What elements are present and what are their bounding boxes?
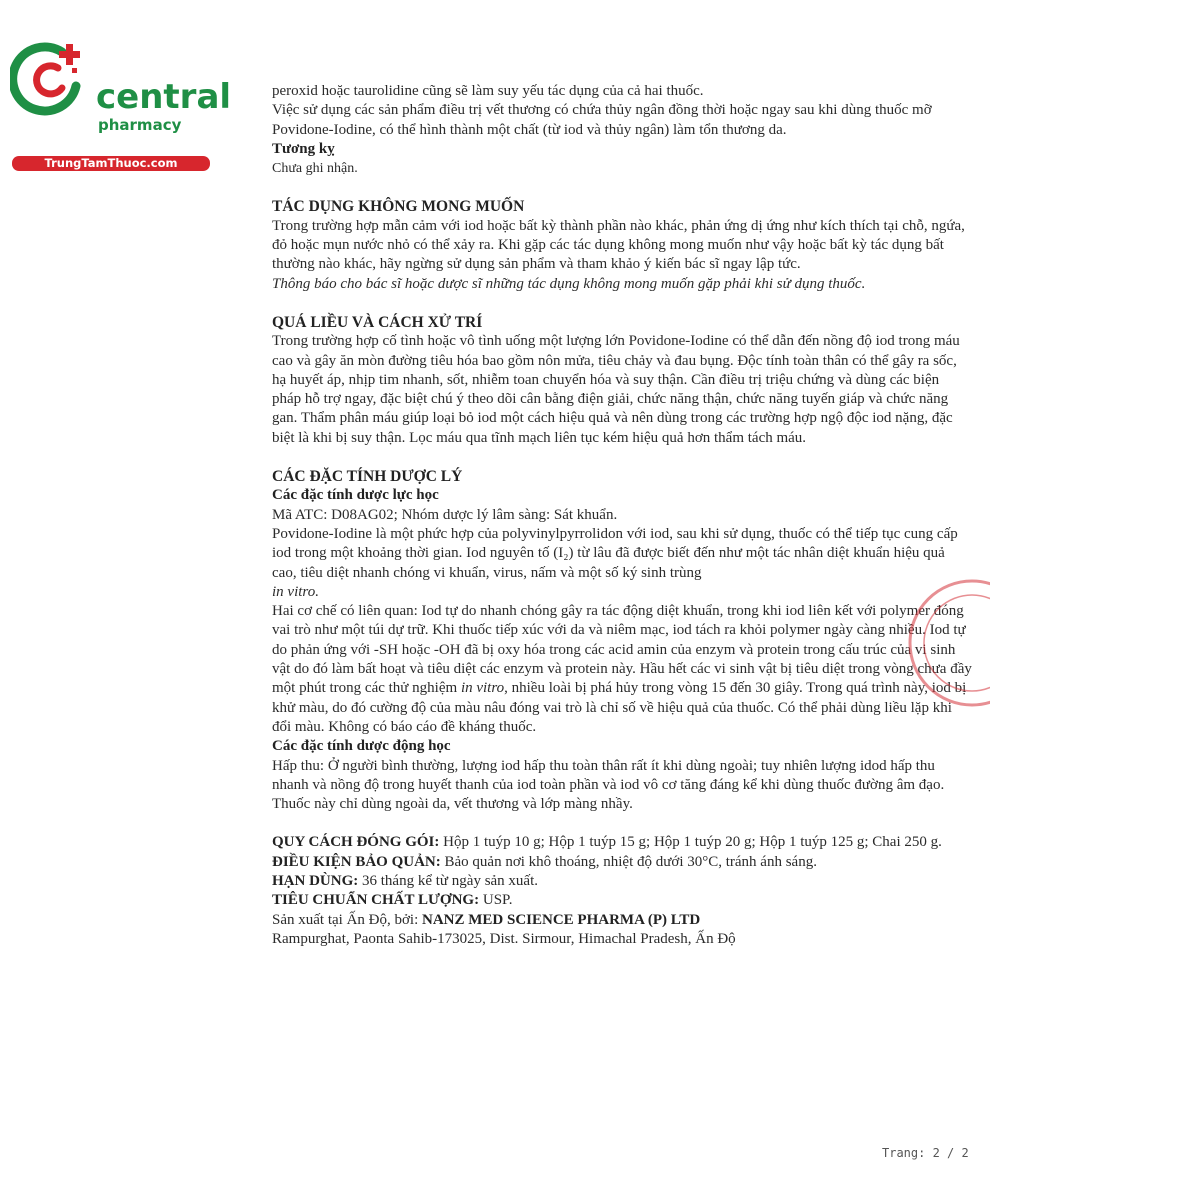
logo-mark-icon (10, 38, 90, 118)
packaging-line (272, 833, 972, 852)
paragraph: peroxid hoặc taurolidine cũng sẽ làm suy yếu tác dụng của cả hai thuốc. (272, 83, 704, 99)
adverse-effects-text: Trong trường hợp mẫn cảm với iod hoặc bất kỳ thành phần nào khác, phản ứng dị ứng như kích thích tại chỗ, ngứa, đỏ hoặc mụn nước nhỏ có thể xảy ra. Khi gặp các tác dụng không mong muốn như vậy hoặc bất kỳ tác dụng bất thường nào khác, hãy ngừng sử dụng sản phẩm và tham khảo ý kiến bác sĩ ngay lập tức. (272, 217, 965, 273)
pharmacodynamics-paragraph (272, 525, 972, 602)
atc-code: Mã ATC: D08AG02; Nhóm dược lý lâm sàng: Sát khuẩn. (272, 506, 618, 523)
overdose-heading: QUÁ LIỀU VÀ CÁCH XỬ TRÍ (272, 313, 483, 331)
pharmacodynamics-heading: Các đặc tính dược lực học (272, 487, 439, 504)
in-vitro-text: in vitro. (272, 583, 319, 600)
manufacturer-prefix: Sản xuất tại Ấn Độ, bởi: (272, 911, 422, 928)
brand-name: central (96, 77, 232, 117)
adverse-effects-heading: TÁC DỤNG KHÔNG MONG MUỐN (272, 198, 525, 216)
pharmacokinetics-text: Hấp thu: Ở người bình thường, lượng iod hấp thu toàn thân rất ít khi dùng ngoài; tuy nhiên lượng idod hấp thu nhanh và nồng độ trong huyết thanh của iod toàn phần và iod vô cơ tăng đáng kể khi dùng thuốc đường âm đạo. Thuốc này chỉ dùng ngoài da, vết thương và lớp màng nhầy. (272, 757, 945, 813)
storage-line (272, 853, 972, 872)
text-run: Hai cơ chế có liên quan: Iod tự do nhanh chóng gây ra tác động diệt khuẩn, trong khi iod liên kết với polymer đóng vai trò như một túi dự trữ. Khi thuốc tiếp xúc với da và niêm mạc, iod tách ra khỏi polymer ngày càng nhiều. Iod tự do phản ứng với -SH hoặc -OH đã bị oxy hóa trong các acid amin của enzym và protein trong cấu trúc của vi sinh vật do đó làm bất hoạt và tiêu diệt các enzym và protein này. Hầu hết các vi sinh vật bị tiêu diệt trong vòng chưa đầy một phút trong các thử nghiệm (272, 603, 972, 697)
incompatibility-heading: Tương kỵ (272, 140, 335, 157)
text-run: , nhiều loài bị phá hủy trong vòng 15 đến 30 giây. Trong quá trình này, iod bị khử màu, do đó cường độ của màu nâu đóng vai trò là chỉ số về hiệu quả của thuốc. Có thể phải dùng liều lặp khi đổi màu. Không có báo cáo đề kháng thuốc. (272, 680, 967, 735)
overdose-text: Trong trường hợp cố tình hoặc vô tình uống một lượng lớn Povidone-Iodine có thể dẫn đến nồng độ iod trong máu cao và gây ăn mòn đường tiêu hóa bao gồm nôn mửa, tiêu chảy và đau bụng. Độc tính toàn thân có thể gây ra sốc, hạ huyết áp, nhịp tim nhanh, sốt, nhiễm toan chuyển hóa và suy thận. Cần điều trị triệu chứng và dùng các biện pháp hỗ trợ ngay, đặc biệt chú ý theo dõi cân bằng điện giải, chức năng thận, chức năng tuyến giáp và chức năng gan. Thẩm phân máu giúp loại bỏ iod một cách hiệu quả và nên dùng trong các trường hợp ngộ độc iod nặng, đặc biệt là khi bị suy thận. Lọc máu qua tĩnh mạch liên tục kém hiệu quả hơn thẩm tách máu. (272, 333, 960, 446)
pharmacodynamics-paragraph (272, 602, 972, 737)
packaging-label: QUY CÁCH ĐÓNG GÓI: (272, 834, 440, 851)
expiry-label: HẠN DÙNG: (272, 872, 359, 889)
central-pharmacy-logo (10, 38, 232, 170)
page-number: Trang: 2 / 2 (882, 1146, 969, 1160)
paragraph: Việc sử dụng các sản phẩm điều trị vết thương có chứa thủy ngân đồng thời hoặc ngay sau khi dùng thuốc mỡ Povidone-Iodine, có thể hình thành một chất (từ iod và thủy ngân) làm tổn thương da. (272, 102, 932, 138)
storage-label: ĐIỀU KIỆN BẢO QUẢN: (272, 853, 441, 870)
storage-value: Bảo quản nơi khô thoáng, nhiệt độ dưới 30°C, tránh ánh sáng. (440, 853, 817, 870)
expiry-line (272, 872, 972, 891)
incompatibility-text: Chưa ghi nhận. (272, 161, 358, 177)
text-run: Povidone-Iodine là một phức hợp của polyvinylpyrrolidon với iod, sau khi sử dụng, thuốc có thể tiếp tục cung cấp iod trong một khoảng thời gian. Iod nguyên tố (I₂) từ lâu đã được biết đến như một tác nhân diệt khuẩn hiệu quả cao, tiêu diệt nhanh chóng vi khuẩn, virus, nấm và một số ký sinh trùng (272, 525, 958, 581)
adverse-effects-note: Thông báo cho bác sĩ hoặc dược sĩ những tác dụng không mong muốn gặp phải khi sử dụng thuốc. (272, 275, 866, 292)
manufacturer-line (272, 911, 972, 930)
pharmacokinetics-heading: Các đặc tính dược động học (272, 738, 451, 755)
document-page (272, 82, 972, 949)
standard-line (272, 891, 972, 910)
manufacturer-name: NANZ MED SCIENCE PHARMA (P) LTD (422, 911, 701, 928)
stamp-icon (902, 573, 990, 715)
pharmacology-heading: CÁC ĐẶC TÍNH DƯỢC LÝ (272, 468, 463, 486)
in-vitro-text: in vitro (460, 680, 505, 697)
standard-value: USP. (479, 892, 513, 909)
brand-subtitle: pharmacy (98, 116, 182, 134)
brand-website: TrungTamThuoc.com (12, 156, 210, 171)
packaging-value: Hộp 1 tuýp 10 g; Hộp 1 tuýp 15 g; Hộp 1 tuýp 20 g; Hộp 1 tuýp 125 g; Chai 250 g. (439, 834, 942, 851)
manufacturer-address: Rampurghat, Paonta Sahib-173025, Dist. Sirmour, Himachal Pradesh, Ấn Độ (272, 930, 736, 947)
expiry-value: 36 tháng kể từ ngày sản xuất. (358, 872, 539, 889)
standard-label: TIÊU CHUẨN CHẤT LƯỢNG: (272, 892, 480, 909)
